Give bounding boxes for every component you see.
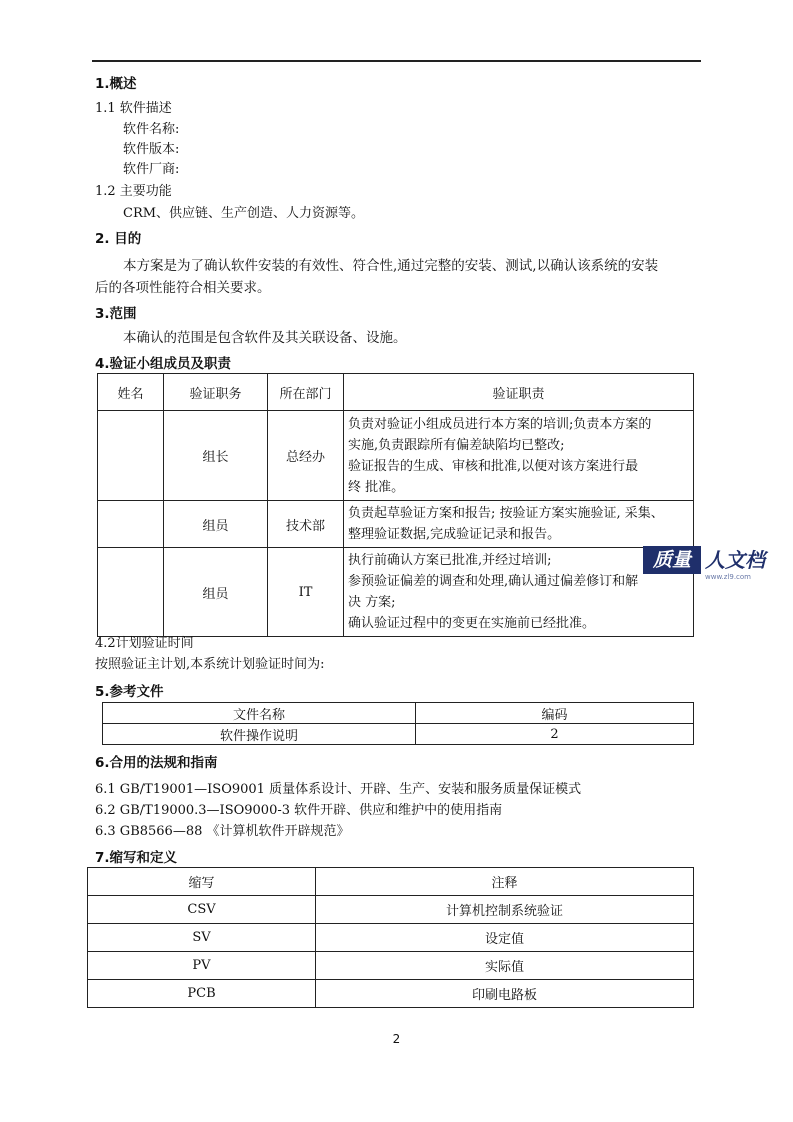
main-functions-text: CRM、供应链、生产创造、人力资源等。 [123,206,365,221]
section-1-2-heading: 1.2 主要功能 [95,184,172,199]
duty-line: 整理验证数据,完成验证记录和报告。 [348,527,561,542]
member-role-cell: 组员 [164,548,268,637]
team-table [97,373,694,637]
header-role: 验证职务 [164,374,268,411]
regulation-item: 6.2 GB/T19000.3—ISO9000-3 软件开辟、供应和维护中的使用指南 [95,803,503,818]
header-rule [92,60,701,62]
annotation-cell: 计算机控制系统验证 [316,896,694,924]
header-name: 姓名 [98,374,164,411]
reference-table [102,702,694,745]
abbreviation-cell: PV [88,952,316,980]
regulation-item: 6.1 GB/T19001—ISO9001 质量体系设计、开辟、生产、安装和服务质量保证模式 [95,782,582,797]
member-role-cell: 组员 [164,501,268,548]
duty-line: 决 方案; [348,595,396,610]
header-annotation: 注释 [316,868,694,896]
section-1-1-heading: 1.1 软件描述 [95,101,172,116]
abbreviation-cell: CSV [88,896,316,924]
annotation-cell: 实际值 [316,952,694,980]
section-2-heading: 2. 目的 [95,231,142,247]
watermark-brand: 质量 [643,546,701,574]
duty-line: 确认验证过程中的变更在实施前已经批准。 [348,616,596,631]
purpose-line-1: 本方案是为了确认软件安装的有效性、符合性,通过完整的安装、测试,以确认该系统的安装 [123,258,659,274]
section-5-heading: 5.参考文件 [95,684,164,700]
duty-line: 负责对验证小组成员进行本方案的培训;负责本方案的 [348,416,652,432]
section-1-heading: 1.概述 [95,76,137,92]
member-duties-cell [344,548,694,637]
team-table-header-row [98,374,694,411]
duty-line: 终 批准。 [348,479,405,495]
plan-time-text: 按照验证主计划,本系统计划验证时间为: [95,657,325,672]
member-role-cell: 组长 [164,411,268,501]
table-row [98,501,694,548]
duty-line: 参预验证偏差的调查和处理,确认通过偏差修订和解 [348,574,639,589]
software-version-line: 软件版本: [123,142,180,157]
table-row [88,952,694,980]
abbreviation-cell: SV [88,924,316,952]
annotation-cell: 印刷电路板 [316,980,694,1008]
abbreviation-table [87,867,694,1008]
scope-text: 本确认的范围是包含软件及其关联设备、设施。 [123,330,407,346]
watermark-logo [643,544,783,584]
section-7-heading: 7.缩写和定义 [95,850,178,866]
software-vendor-line: 软件厂商: [123,162,180,177]
member-dept-cell: 总经办 [268,411,344,501]
member-duties-cell [344,501,694,548]
header-code: 编码 [416,703,694,724]
member-name-cell [98,501,164,548]
section-4-heading: 4.验证小组成员及职责 [95,356,232,372]
regulation-item: 6.3 GB8566—88 《计算机软件开辟规范》 [95,824,350,839]
software-name-line: 软件名称: [123,122,180,137]
member-duties-cell [344,411,694,501]
abbreviation-cell: PCB [88,980,316,1008]
abbreviation-header-row [88,868,694,896]
member-dept-cell: 技术部 [268,501,344,548]
duty-line: 验证报告的生成、审核和批准,以便对该方案进行最 [348,458,639,474]
header-dept: 所在部门 [268,374,344,411]
table-row [98,548,694,637]
duty-line: 实施,负责跟踪所有偏差缺陷均已整改; [348,437,565,453]
header-file-name: 文件名称 [103,703,416,724]
watermark-url: www.zl9.com [705,573,752,581]
purpose-line-2: 后的各项性能符合相关要求。 [95,280,271,296]
duty-line: 负责起草验证方案和报告; 按验证方案实施验证, 采集、 [348,506,664,521]
table-row [88,924,694,952]
section-4-2-heading: 4.2计划验证时间 [95,636,194,651]
header-duties: 验证职责 [344,374,694,411]
watermark-name: 人文档 [705,548,765,572]
table-row [88,980,694,1008]
section-3-heading: 3.范围 [95,306,137,322]
member-name-cell [98,411,164,501]
file-code-cell: 2 [416,724,694,745]
header-abbreviation: 缩写 [88,868,316,896]
member-dept-cell: IT [268,548,344,637]
file-name-cell: 软件操作说明 [103,724,416,745]
annotation-cell: 设定值 [316,924,694,952]
member-name-cell [98,548,164,637]
page-number: 2 [392,1032,401,1046]
table-row [88,896,694,924]
table-row [98,411,694,501]
reference-header-row [103,703,694,724]
section-6-heading: 6.合用的法规和指南 [95,755,218,771]
table-row [103,724,694,745]
duty-line: 执行前确认方案已批准,并经过培训; [348,553,552,568]
